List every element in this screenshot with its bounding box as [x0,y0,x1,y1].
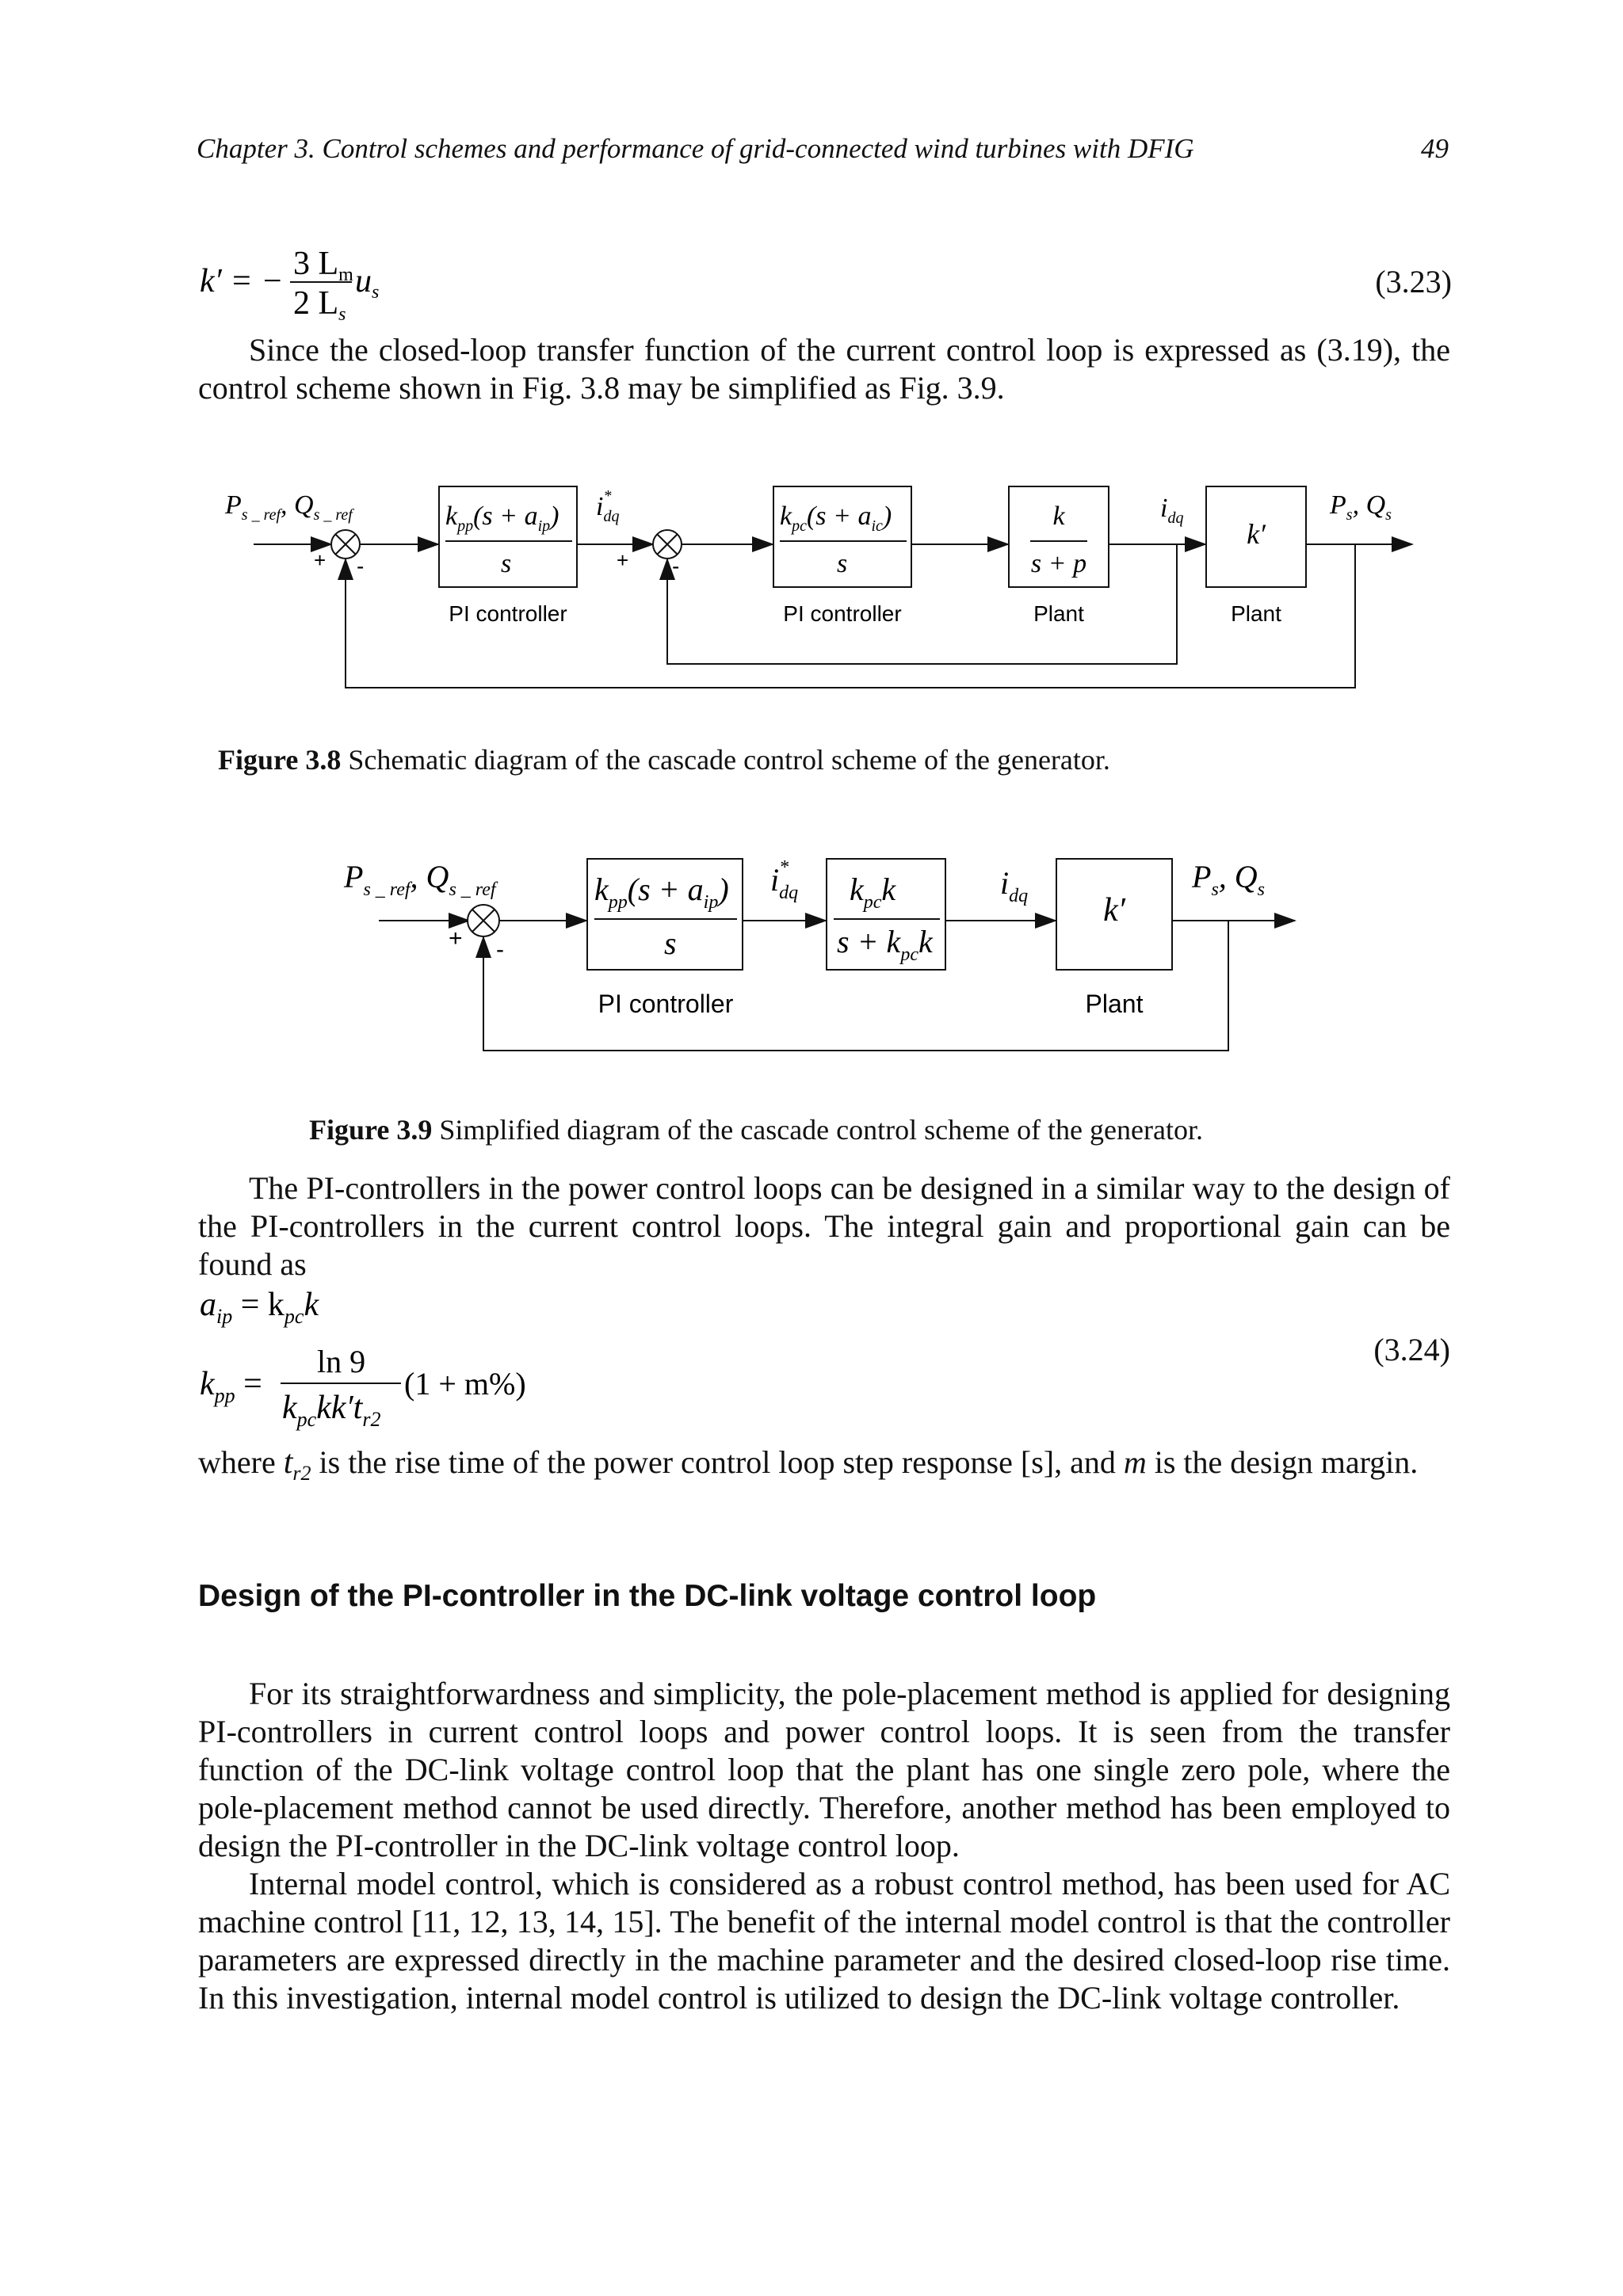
paragraph-1: Since the closed-loop transfer function of the current control loop is expressed as (3.19), the control scheme shown in Fig. 3.8 may be simplified as Fig. 3.9. [198,332,1450,406]
equation-3-24 [198,1282,1450,1440]
fig38-plant2-label: Plant [1231,601,1281,626]
figure-3-8-caption-label: Figure 3.8 [218,744,342,776]
fig39-input-label: $P_{s \_ ref}$, $Q_{s \_ ref}$ [344,859,496,900]
fig39-plant-label: Plant [1085,990,1144,1018]
fig39-iref-label: i* dq [770,857,799,903]
eq323-lhs: k′ = − [200,263,284,299]
page-number: 49 [1421,133,1449,164]
fig39-idq-label: $i_{dq}$ [1000,865,1029,906]
fig39-pi-denominator: s [664,925,677,961]
fig39-plant-gain: k′ [1103,892,1125,929]
eq323-den: 2 Ls [293,285,346,325]
fig38-summing-junction-1 [331,530,360,559]
paragraph-2: The PI-controllers in the power control loops can be designed in a similar way to the design of the PI-controllers in the current control loops. The integral gain and proportional gain can be found as [198,1170,1450,1282]
fig38-input-label: $P_{s \_ ref}$, $Q_{s \_ ref}$ [225,490,353,524]
eq323-rhs: us [355,263,380,303]
fig38-iref-label: i* dq [596,487,620,525]
header-title: Chapter 3. Control schemes and performance of grid-connected wind turbines with DFIG [197,133,1194,164]
fig39-pi-numerator: $k_{pp}(s + a_{ip})$ [594,871,729,913]
fig38-idq-label: $i_{dq}$ [1160,494,1184,527]
eq323-num: 3 Lm [293,246,353,285]
fig38-output-label: $P_s$, $Q_s$ [1330,490,1392,524]
eq324-tail: (1 + m%) [404,1366,526,1402]
figure-3-9-caption-text: Simplified diagram of the cascade control scheme of the generator. [432,1114,1203,1146]
figure-3-8-caption [218,743,1110,776]
eq323-number: (3.23) [1375,264,1452,299]
figure-3-8 [214,475,1450,713]
fig38-plant1-denominator: s + p [1030,549,1087,578]
eq324-denominator: $k_{pc}kk't_{r2}$ [282,1390,381,1431]
fig39-closed-loop-denominator: $s + k_{pc}k$ [837,924,933,965]
fig38-plus-2: + [617,548,629,572]
fig38-pi1-label: PI controller [449,601,567,626]
fig38-plant1-numerator: k [1052,502,1065,531]
fig39-plus: + [449,925,463,952]
fig38-pi2-numerator: $k_{pc}(s + a_{ic})$ [780,502,892,535]
running-header [197,133,1449,165]
eq324-line1: $a_{ip} = k_{pc}k$ [200,1287,319,1328]
paragraph-5: Internal model control, which is considered as a robust control method, has been used for AC machine control [11, 12, 13, 14, 15]. The benefit of the internal model control is that the controller parameters are expressed directly in the machine parameter and the desired closed-loop rise time. In this investigation, internal model control is utilized to design the DC-link voltage controller. [198,1866,1450,2016]
fig39-minus: - [496,936,504,963]
equation-3-24-math [198,1282,832,1440]
fig39-closed-loop-numerator: $k_{pc}k$ [850,871,896,913]
figure-3-9-caption-label: Figure 3.9 [309,1114,433,1146]
figure-3-9-caption [309,1113,1203,1146]
fig38-pi2-denominator: s [837,549,848,578]
fig39-pi-label: PI controller [598,990,734,1018]
figure-3-9 [333,848,1331,1062]
figure-3-8-caption-text: Schematic diagram of the cascade control scheme of the generator. [341,744,1110,776]
fig39-summing-junction [468,905,499,936]
fig39-output-label: $P_s$, $Q_s$ [1192,859,1266,900]
fig38-pi1-numerator: $k_{pp}(s + a_{ip})$ [445,502,559,535]
paragraph-4: For its straightforwardness and simplicity, the pole-placement method is applied for designing PI-controllers in current control loops and power control loops. It is seen from the transfer function of the DC-link voltage control loop that the plant has one single zero pole, where the pole-placement method cannot be used directly. Therefore, another method has been employed to design the PI-controller in the DC-link voltage control loop. [198,1676,1450,1863]
eq324-lhs: $k_{pp}$ = [200,1366,262,1407]
fig38-plus-1: + [314,548,327,572]
fig38-minus-2: - [672,554,680,578]
fig38-minus-1: - [357,554,365,578]
section-heading: Design of the PI-controller in the DC-link voltage control loop [198,1579,1097,1613]
fig38-inner-feedback-path [667,544,1177,664]
fig38-plant2-gain: k′ [1247,518,1266,550]
equation-3-23 [200,246,1452,333]
fig38-plant1-label: Plant [1033,601,1084,626]
eq324-numerator: ln 9 [317,1344,366,1379]
fig38-pi1-denominator: s [501,549,512,578]
equation-3-23-math [200,246,754,333]
fig38-pi2-label: PI controller [783,601,902,626]
eq324-number: (3.24) [1373,1332,1450,1367]
paragraph-3: where $t_{r2}$ is the rise time of the power control loop step response [s], and m is the design margin. [198,1444,1419,1485]
